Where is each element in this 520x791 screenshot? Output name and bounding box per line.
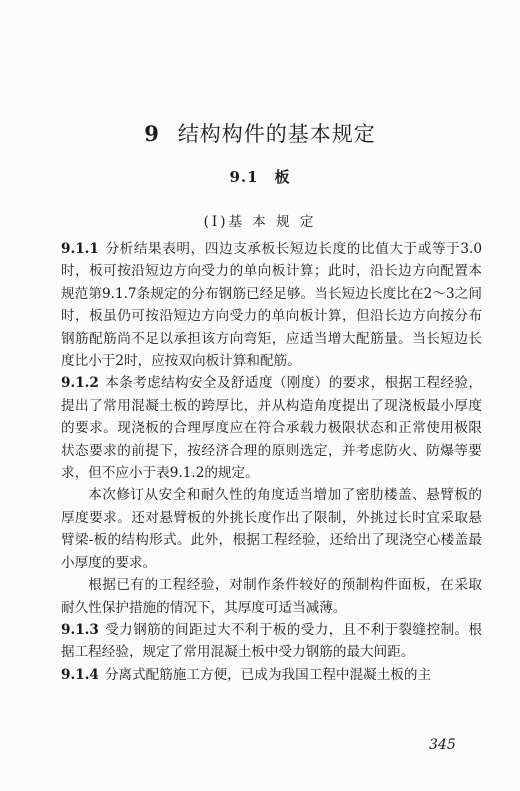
paragraph-text: 本条考虑结构安全及舒适度（刚度）的要求，根据工程经验，提出了常用混凝土板的跨厚比，并从构造角度提出了现浇板最小厚度的要求。现浇板的合理厚度应在符合承载力极限状态和正常使用极限状态要求的前提下，按经济合理的原则选定，并考虑防火、防爆等要求，但不应小于表9.1.2的规定。 bbox=[61, 375, 482, 482]
paragraph-9-1-4 bbox=[61, 664, 482, 686]
section-title-text: 板 bbox=[274, 168, 291, 186]
body-text bbox=[61, 238, 482, 686]
paragraph-9-1-1 bbox=[61, 238, 482, 372]
paragraph-text: 根据已有的工程经验，对制作条件较好的预制构件面板，在采取耐久性保护措施的情况下，其厚度可适当减薄。 bbox=[61, 577, 482, 616]
paragraph-text: 分离式配筋施工方便，已成为我国工程中混凝土板的主 bbox=[104, 666, 432, 683]
page-number: 345 bbox=[429, 737, 456, 753]
paragraph-precast-note bbox=[61, 574, 482, 619]
paragraph-text: 本次修订从安全和耐久性的角度适当增加了密肋楼盖、悬臂板的厚度要求。还对悬臂板的外挑长度作出了限制，外挑过长时宜采取悬臂梁-板的结构形式。此外，根据工程经验，还给出了现浇空心楼盖最小厚度的要求。 bbox=[61, 487, 482, 571]
paragraph-9-1-2 bbox=[61, 372, 482, 484]
section-title bbox=[0, 166, 520, 187]
paragraph-9-1-3 bbox=[61, 619, 482, 664]
section-number: 9.1 bbox=[229, 168, 259, 186]
clause-number: 9.1.1 bbox=[61, 241, 99, 257]
paragraph-revision-note bbox=[61, 484, 482, 574]
clause-number: 9.1.2 bbox=[61, 375, 99, 392]
subsection-title: (Ⅰ)基 本 规 定 bbox=[203, 214, 317, 230]
paragraph-text: 受力钢筋的间距过大不利于板的受力，且不利于裂缝控制。根据工程经验，规定了常用混凝土板中受力钢筋的最大间距。 bbox=[61, 621, 482, 661]
clause-number: 9.1.4 bbox=[61, 666, 99, 683]
clause-number: 9.1.3 bbox=[61, 621, 99, 638]
paragraph-text: 分析结果表明，四边支承板长短边长度的比值大于或等于3.0时，板可按沿短边方向受力的单向板计算；此时，沿长边方向配置本规范第9.1.7条规定的分布钢筋已经足够。当长短边长度比在2～3之间时，板虽仍可按沿短边方向受力的单向板计算，但沿长边方向按分布钢筋配筋尚不足以承担该方向弯矩，应适当增大配筋量。当长短边长度比小于2时，应按双向板计算和配筋。 bbox=[61, 241, 482, 370]
chapter-number: 9 bbox=[144, 121, 160, 146]
chapter-title-text: 结构构件的基本规定 bbox=[177, 122, 376, 146]
chapter-title bbox=[0, 118, 520, 148]
